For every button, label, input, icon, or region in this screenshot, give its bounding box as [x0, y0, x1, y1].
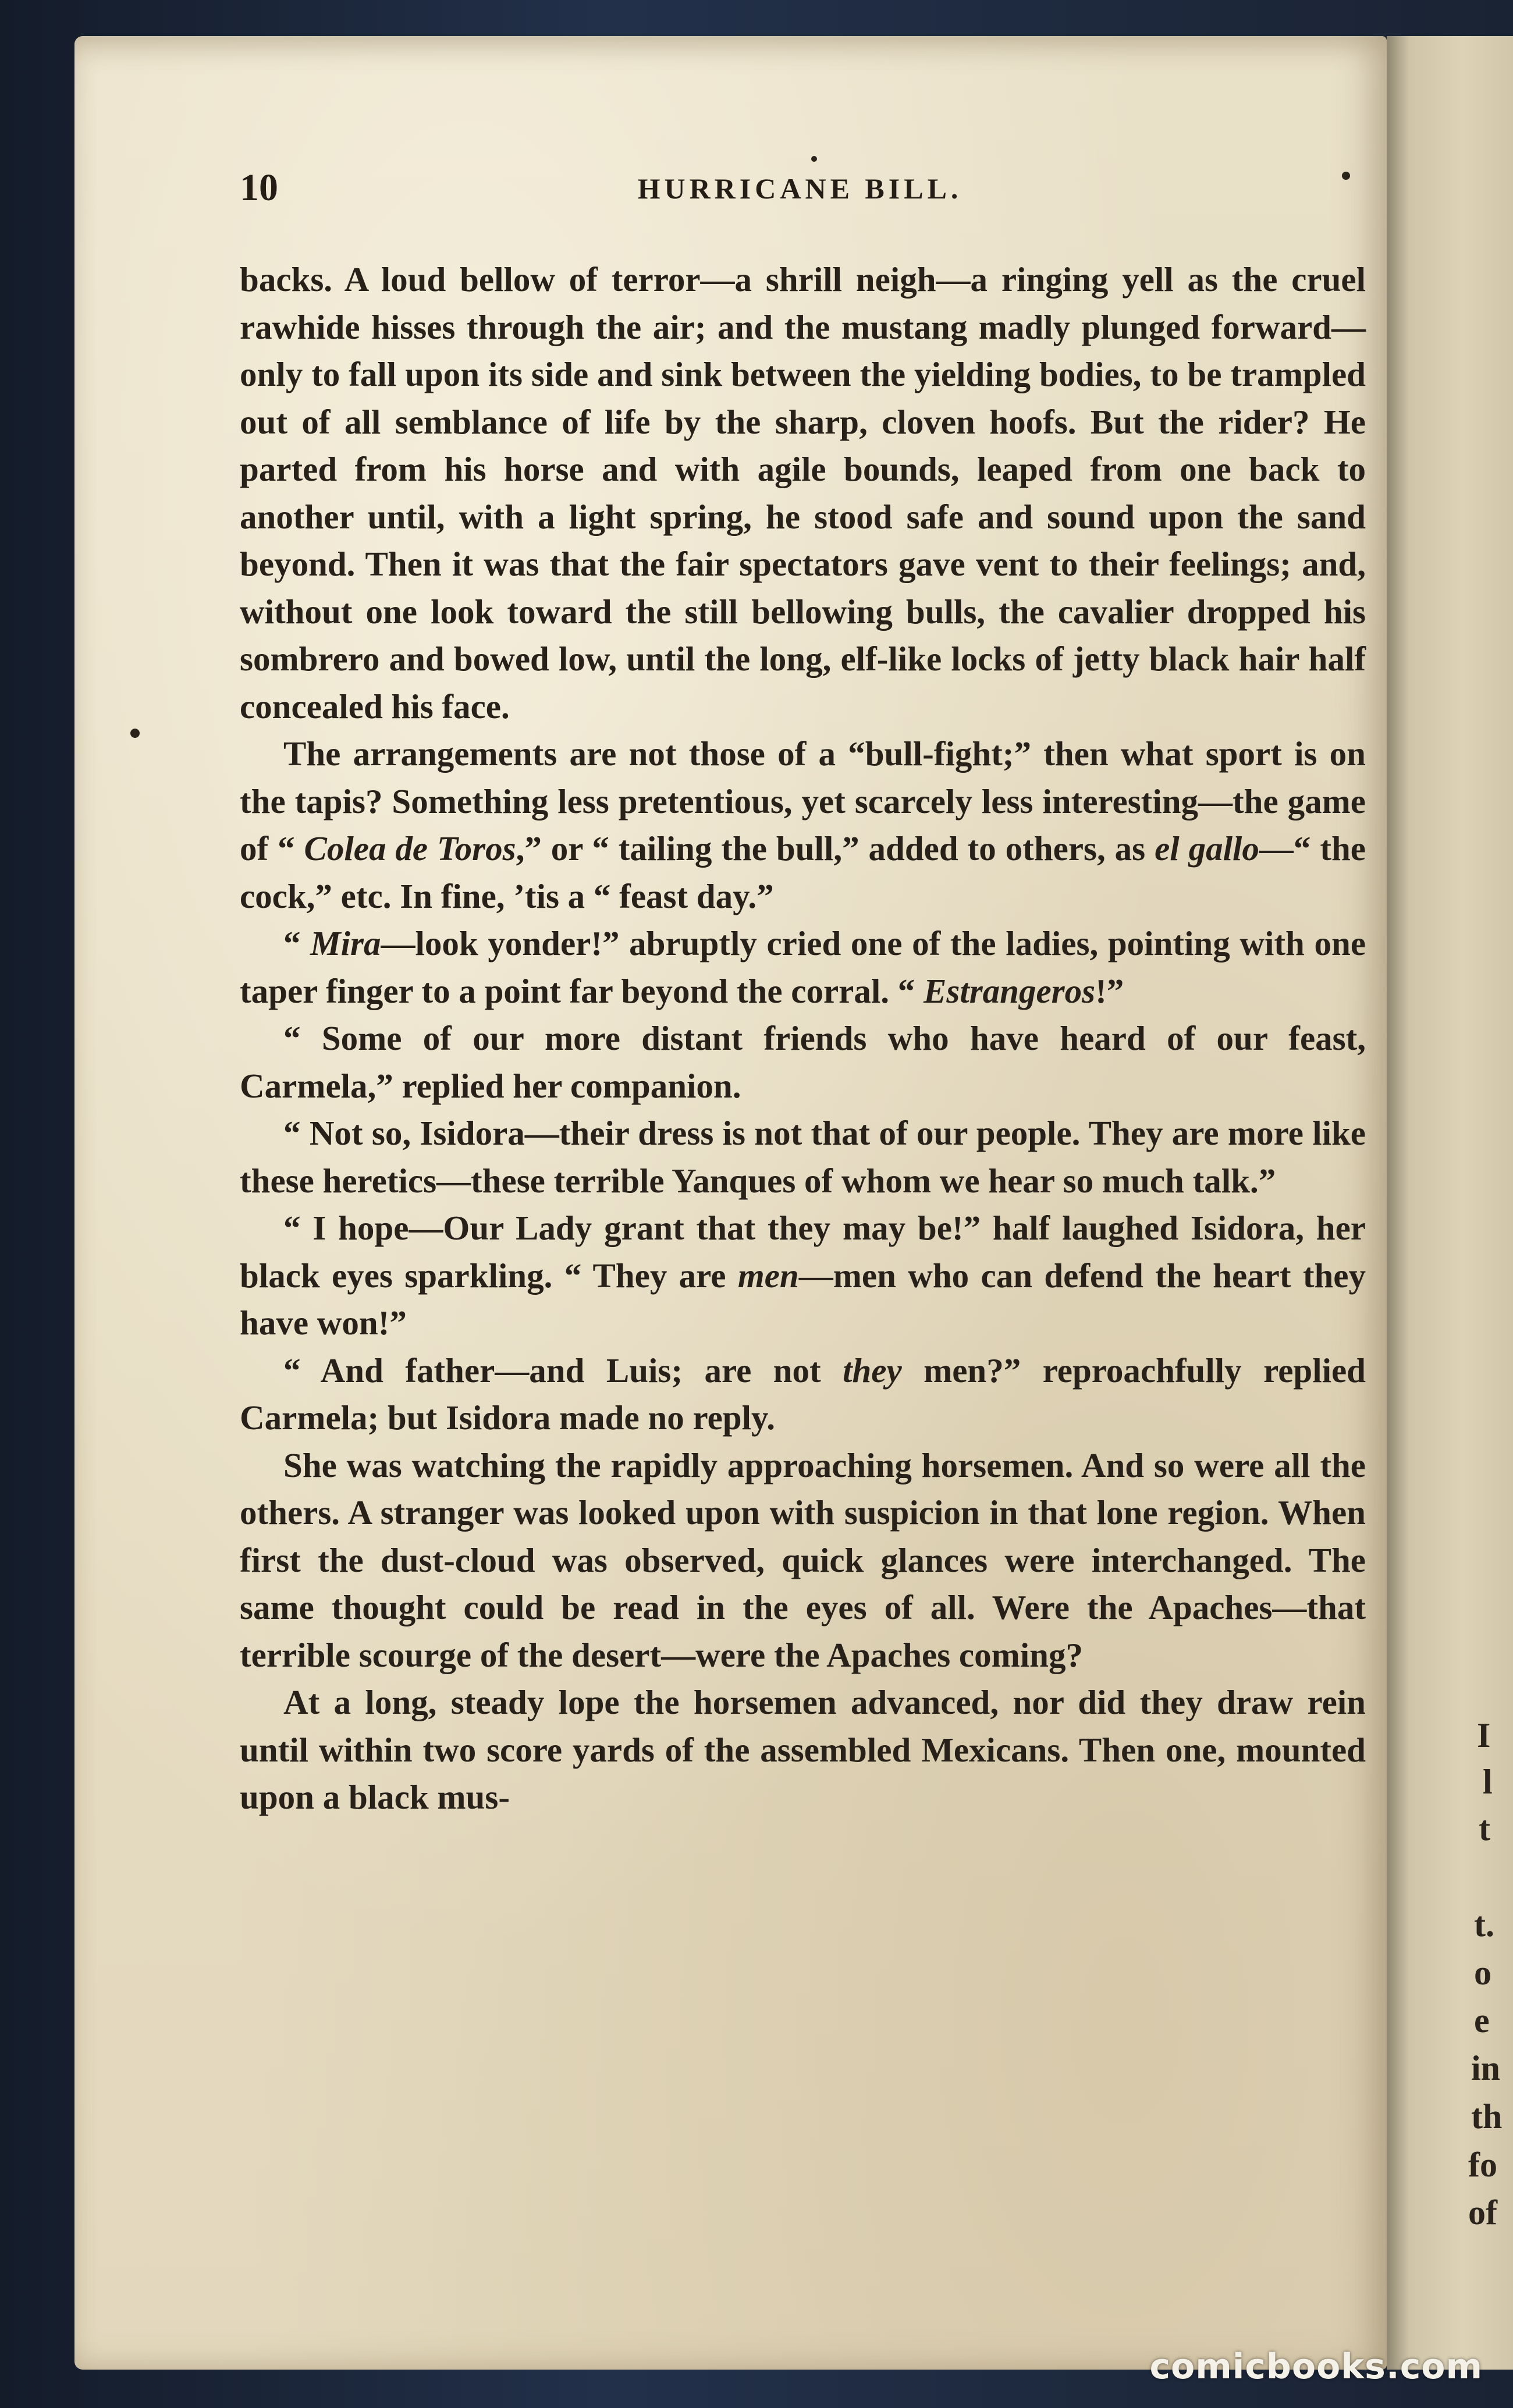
text-run: “	[283, 924, 311, 963]
print-speck	[811, 156, 817, 162]
facing-page-fragment: e	[1474, 2001, 1490, 2040]
facing-page-fragment: t	[1479, 1809, 1490, 1848]
print-speck	[1342, 172, 1350, 180]
text-run: The arrangements are not those of a “bull-fight;” then what sport is on the tapis? Something less pretentious, yet scarcely less interesting—the game of “	[240, 734, 1366, 868]
italic-phrase: they	[843, 1351, 902, 1390]
italic-phrase: men	[737, 1256, 799, 1295]
text-run: “ Not so, Isidora—their dress is not that of our people. They are more like these heretics—these terrible Yanques of whom we hear so much talk.”	[240, 1114, 1366, 1200]
body-text	[240, 256, 1366, 1821]
facing-page-fragment: fo	[1468, 2146, 1497, 2184]
paragraph	[240, 1347, 1366, 1442]
text-run: backs. A loud bellow of terror—a shrill neigh—a ringing yell as the cruel rawhide hisses through the air; and the mustang madly plunged forward—only to fall upon its side and sink between the yielding bodies, to be trampled out of all semblance of life by the sharp, cloven hoofs. But the rider? He parted from his horse and with agile bounds, leaped from one back to another until, with a light spring, he stood safe and sound upon the sand beyond. Then it was that the fair spectators gave vent to their feelings; and, without one look toward the still bellowing bulls, the cavalier dropped his sombrero and bowed low, until the long, elf-like locks of jetty black hair half concealed his face.	[240, 260, 1366, 726]
paragraph	[240, 730, 1366, 920]
text-run: She was watching the rapidly approaching horsemen. And so were all the others. A stranger was looked upon with suspicion in that lone region. When first the dust-cloud was observed, quick glances were interchanged. The same thought could be read in the eyes of all. Were the Apaches—that terrible scourge of the desert—were the Apaches coming?	[240, 1445, 1366, 1674]
facing-page-fragment: I	[1477, 1716, 1491, 1754]
watermark-text: comicbooks.com	[1149, 2346, 1483, 2387]
facing-page-fragment: th	[1471, 2097, 1503, 2136]
text-run: —look yonder!” abruptly cried one of the ladies, pointing with one taper finger to a point far beyond the corral. “	[240, 924, 1366, 1010]
text-run: At a long, steady lope the horsemen advanced, nor did they draw rein until within two score yards of the assembled Mexicans. Then one, mounted upon a black mus-	[240, 1683, 1366, 1816]
facing-page-fragment: in	[1471, 2049, 1501, 2087]
paragraph	[240, 1205, 1366, 1347]
facing-page-fragment: l	[1483, 1763, 1493, 1801]
italic-phrase: Colea de Toros	[304, 829, 516, 868]
text-run: “ I hope—Our Lady grant that they may be!” half laughed Isidora, her black eyes sparkling. “ They are	[240, 1209, 1366, 1295]
facing-page-fragment: t.	[1474, 1905, 1494, 1944]
text-run: ,” or “ tailing the bull,” added to others, as	[516, 829, 1155, 868]
paragraph	[240, 1679, 1366, 1821]
italic-phrase: el gallo	[1155, 829, 1259, 868]
text-run: —men who can defend the heart they have won!”	[240, 1256, 1366, 1342]
paragraph	[240, 920, 1366, 1015]
print-speck	[130, 729, 140, 738]
page-header	[240, 166, 1360, 212]
italic-phrase: Estrangeros	[924, 971, 1096, 1010]
text-run: men?” reproachfully replied Carmela; but Isidora made no reply.	[240, 1351, 1366, 1437]
text-run: “ And father—and Luis; are not	[283, 1351, 843, 1390]
facing-page-edge	[1387, 36, 1513, 2370]
text-run: —“ the cock,” etc. In fine, ’tis a “ feast day.”	[240, 829, 1366, 915]
facing-page-fragment: of	[1468, 2193, 1497, 2232]
paragraph	[240, 1110, 1366, 1205]
page-number: 10	[240, 166, 278, 209]
facing-page-fragment: o	[1474, 1954, 1491, 1992]
paragraph	[240, 1442, 1366, 1679]
running-title: HURRICANE BILL.	[637, 172, 963, 205]
paragraph	[240, 1015, 1366, 1110]
text-run: !”	[1095, 971, 1124, 1010]
italic-phrase: Mira	[310, 924, 381, 963]
paragraph	[240, 256, 1366, 730]
text-run: “ Some of our more distant friends who have heard of our feast, Carmela,” replied her companion.	[240, 1019, 1366, 1105]
